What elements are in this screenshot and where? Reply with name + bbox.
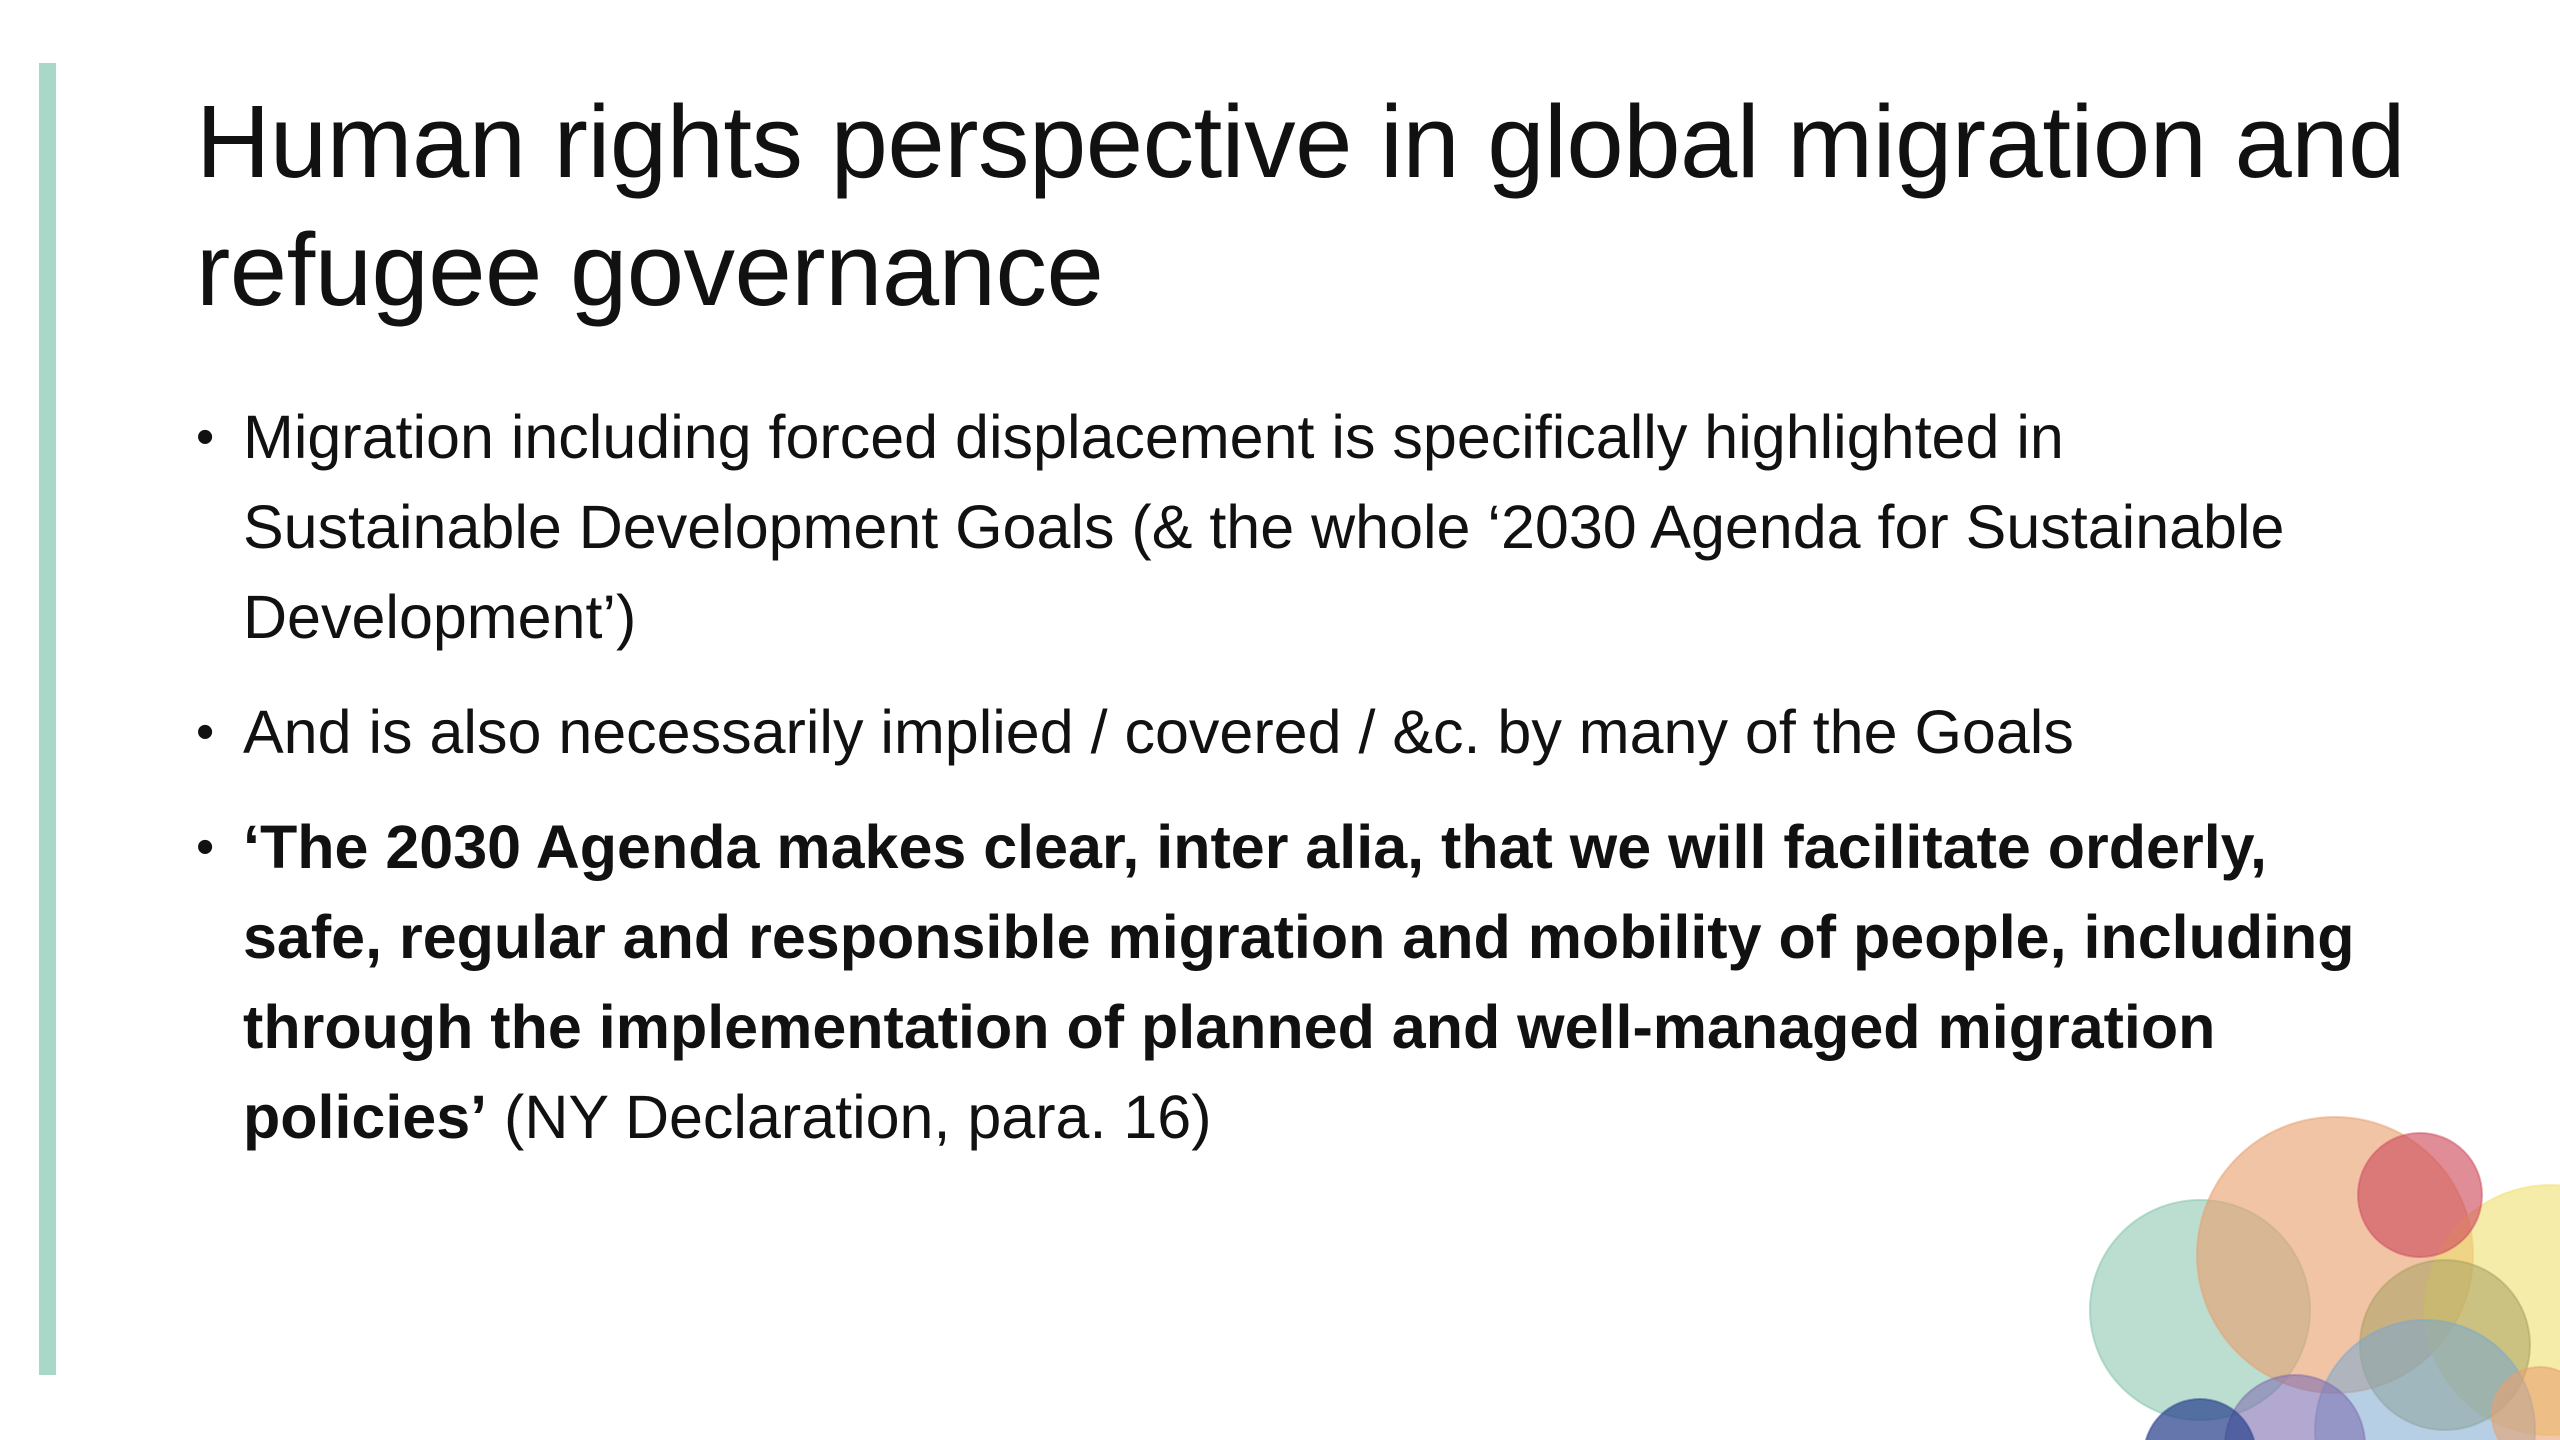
slide-title: Human rights perspective in global migration and refugee governance — [196, 84, 2405, 327]
bullet-marker: • — [196, 818, 215, 876]
red-circle — [2358, 1133, 2482, 1257]
bullet-marker: • — [196, 408, 215, 466]
bullet-item — [196, 687, 2396, 777]
decorative-circles — [2080, 1100, 2560, 1440]
bullet-text: And is also necessarily implied / covered / &c. by many of the Goals — [243, 698, 2074, 766]
accent-bar — [39, 63, 56, 1375]
bullet-text: Migration including forced displacement is specifically highlighted in Sustainable Development Goals (& the whole ‘2030 Agenda for Sustainable Development’) — [243, 403, 2285, 651]
bullet-item — [196, 802, 2396, 1162]
bullet-citation: (NY Declaration, para. 16) — [487, 1083, 1212, 1151]
bullet-item — [196, 392, 2396, 662]
bullet-marker: • — [196, 703, 215, 761]
bullet-list — [196, 392, 2396, 1187]
bullet-quote: ‘The 2030 Agenda makes clear, inter alia, that we will facilitate orderly, safe, regular and responsible migration and mobility of people, including through the implementation of planned and well-managed migration policies’ — [243, 813, 2355, 1151]
